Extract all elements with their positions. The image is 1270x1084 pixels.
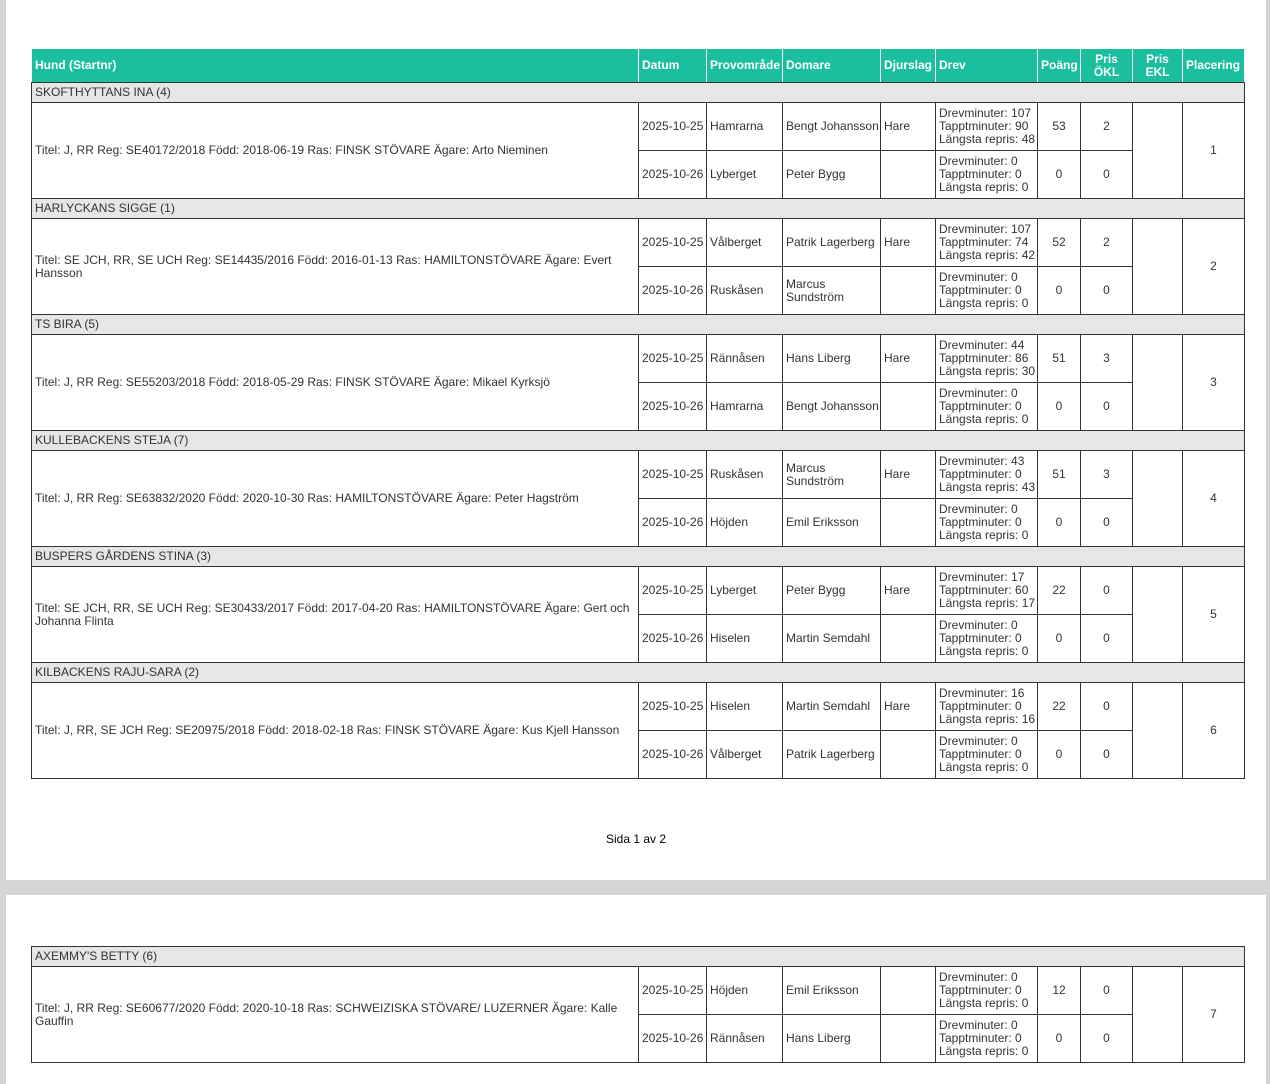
dog-pris-ekl (1133, 451, 1183, 547)
test-drev (936, 335, 1038, 383)
test-area: Höjden (707, 499, 783, 547)
test-animal (881, 731, 936, 779)
test-pris-okl: 0 (1081, 567, 1133, 615)
langsta-repris-value: 48 (1021, 132, 1036, 146)
test-points: 22 (1038, 683, 1081, 731)
results-table-continued (31, 946, 1245, 1063)
dog-group-row (32, 83, 1245, 103)
tapptminuter-label: Tapptminuter: (939, 583, 1016, 597)
test-judge: Peter Bygg (783, 567, 881, 615)
test-area: Ruskåsen (707, 267, 783, 315)
test-animal (881, 151, 936, 199)
drevminuter-value: 107 (1011, 106, 1032, 120)
test-drev (936, 267, 1038, 315)
langsta-repris-line (939, 297, 1034, 310)
test-date: 2025-10-26 (639, 615, 707, 663)
tapptminuter-value: 0 (1015, 283, 1022, 297)
test-pris-okl: 0 (1081, 1015, 1133, 1063)
test-date: 2025-10-26 (639, 731, 707, 779)
test-points: 53 (1038, 103, 1081, 151)
tapptminuter-label: Tapptminuter: (939, 399, 1016, 413)
tapptminuter-value: 0 (1015, 983, 1022, 997)
test-date: 2025-10-26 (639, 499, 707, 547)
dog-info: Titel: J, RR Reg: SE60677/2020 Född: 2020-10-18 Ras: SCHWEIZISKA STÖVARE/ LUZERNER Ägare: Kalle Gauffin (32, 967, 639, 1063)
tapptminuter-label: Tapptminuter: (939, 983, 1016, 997)
test-row (32, 683, 1245, 731)
langsta-repris-line (939, 645, 1034, 658)
dog-name: KULLEBACKENS STEJA (7) (32, 431, 1245, 451)
test-pris-okl: 2 (1081, 219, 1133, 267)
tapptminuter-value: 0 (1015, 699, 1022, 713)
langsta-repris-value: 0 (1021, 412, 1029, 426)
langsta-repris-line (939, 1045, 1034, 1058)
test-area: Vålberget (707, 731, 783, 779)
dog-name: HARLYCKANS SIGGE (1) (32, 199, 1245, 219)
tapptminuter-value: 86 (1015, 351, 1029, 365)
langsta-repris-label: Längsta repris: (939, 1044, 1022, 1058)
tapptminuter-label: Tapptminuter: (939, 515, 1016, 529)
test-judge: Hans Liberg (783, 1015, 881, 1063)
tapptminuter-label: Tapptminuter: (939, 351, 1016, 365)
dog-pris-ekl (1133, 335, 1183, 431)
dog-group-row (32, 547, 1245, 567)
dog-pris-ekl (1133, 103, 1183, 199)
report-page-2 (6, 895, 1266, 1084)
test-points: 0 (1038, 615, 1081, 663)
drevminuter-value: 16 (1011, 686, 1025, 700)
drevminuter-value: 43 (1011, 454, 1025, 468)
test-drev (936, 967, 1038, 1015)
test-judge: Hans Liberg (783, 335, 881, 383)
test-drev (936, 567, 1038, 615)
dog-placering: 6 (1183, 683, 1245, 779)
test-row (32, 103, 1245, 151)
test-date: 2025-10-25 (639, 103, 707, 151)
langsta-repris-label: Längsta repris: (939, 596, 1022, 610)
tapptminuter-value: 60 (1015, 583, 1029, 597)
test-points: 0 (1038, 151, 1081, 199)
test-judge: Bengt Johansson (783, 383, 881, 431)
tapptminuter-label: Tapptminuter: (939, 119, 1016, 133)
test-judge: Emil Eriksson (783, 499, 881, 547)
test-drev (936, 151, 1038, 199)
dog-name: TS BIRA (5) (32, 315, 1245, 335)
dog-name: BUSPERS GÅRDENS STINA (3) (32, 547, 1245, 567)
test-pris-okl: 0 (1081, 383, 1133, 431)
langsta-repris-line (939, 761, 1034, 774)
drevminuter-label: Drevminuter: (939, 386, 1012, 400)
drevminuter-label: Drevminuter: (939, 1018, 1012, 1032)
test-pris-okl: 2 (1081, 103, 1133, 151)
col-hund: Hund (Startnr) (32, 49, 639, 83)
test-date: 2025-10-26 (639, 1015, 707, 1063)
test-date: 2025-10-25 (639, 451, 707, 499)
test-points: 12 (1038, 967, 1081, 1015)
test-animal (881, 499, 936, 547)
dog-info: Titel: J, RR Reg: SE63832/2020 Född: 2020-10-30 Ras: HAMILTONSTÖVARE Ägare: Peter Hagström (32, 451, 639, 547)
test-animal (881, 383, 936, 431)
langsta-repris-value: 0 (1021, 760, 1029, 774)
dog-pris-ekl (1133, 967, 1183, 1063)
test-area: Lyberget (707, 151, 783, 199)
tapptminuter-label: Tapptminuter: (939, 699, 1016, 713)
test-points: 0 (1038, 1015, 1081, 1063)
dog-info: Titel: J, RR Reg: SE55203/2018 Född: 2018-05-29 Ras: FINSK STÖVARE Ägare: Mikael Kyrksjö (32, 335, 639, 431)
test-judge: Patrik Lagerberg (783, 731, 881, 779)
tapptminuter-label: Tapptminuter: (939, 283, 1016, 297)
test-judge: Marcus Sundström (783, 451, 881, 499)
drevminuter-label: Drevminuter: (939, 222, 1012, 236)
tapptminuter-value: 0 (1015, 467, 1022, 481)
test-drev (936, 103, 1038, 151)
dog-group-row (32, 431, 1245, 451)
test-pris-okl: 0 (1081, 151, 1133, 199)
test-judge: Patrik Lagerberg (783, 219, 881, 267)
langsta-repris-label: Längsta repris: (939, 296, 1022, 310)
tapptminuter-value: 74 (1015, 235, 1029, 249)
langsta-repris-line (939, 133, 1034, 146)
test-animal: Hare (881, 567, 936, 615)
tapptminuter-value: 0 (1015, 631, 1022, 645)
drevminuter-label: Drevminuter: (939, 154, 1012, 168)
dog-info: Titel: SE JCH, RR, SE UCH Reg: SE30433/2017 Född: 2017-04-20 Ras: HAMILTONSTÖVARE Ägare: Gert och Johanna Flinta (32, 567, 639, 663)
test-drev (936, 451, 1038, 499)
test-area: Hamrarna (707, 383, 783, 431)
test-date: 2025-10-26 (639, 151, 707, 199)
dog-info: Titel: SE JCH, RR, SE UCH Reg: SE14435/2016 Född: 2016-01-13 Ras: HAMILTONSTÖVARE Ägare: Evert Hansson (32, 219, 639, 315)
dog-info: Titel: J, RR Reg: SE40172/2018 Född: 2018-06-19 Ras: FINSK STÖVARE Ägare: Arto Nieminen (32, 103, 639, 199)
dog-group-row (32, 947, 1245, 967)
test-pris-okl: 3 (1081, 451, 1133, 499)
test-drev (936, 383, 1038, 431)
results-table (31, 49, 1245, 779)
langsta-repris-line (939, 365, 1034, 378)
langsta-repris-label: Längsta repris: (939, 480, 1022, 494)
test-drev (936, 731, 1038, 779)
test-points: 0 (1038, 383, 1081, 431)
test-area: Hiselen (707, 615, 783, 663)
tapptminuter-value: 0 (1015, 747, 1022, 761)
test-row (32, 219, 1245, 267)
drevminuter-value: 0 (1011, 970, 1018, 984)
dog-placering: 4 (1183, 451, 1245, 547)
tapptminuter-label: Tapptminuter: (939, 1031, 1016, 1045)
dog-pris-ekl (1133, 219, 1183, 315)
langsta-repris-line (939, 529, 1034, 542)
langsta-repris-line (939, 997, 1034, 1010)
test-row (32, 451, 1245, 499)
dog-group-row (32, 663, 1245, 683)
col-drev: Drev (936, 49, 1038, 83)
test-area: Vålberget (707, 219, 783, 267)
dog-pris-ekl (1133, 683, 1183, 779)
langsta-repris-label: Längsta repris: (939, 712, 1022, 726)
drevminuter-label: Drevminuter: (939, 618, 1012, 632)
tapptminuter-value: 0 (1015, 167, 1022, 181)
tapptminuter-value: 0 (1015, 515, 1022, 529)
test-row (32, 335, 1245, 383)
dog-placering: 1 (1183, 103, 1245, 199)
test-judge: Emil Eriksson (783, 967, 881, 1015)
langsta-repris-line (939, 597, 1034, 610)
drevminuter-label: Drevminuter: (939, 570, 1012, 584)
test-judge: Marcus Sundström (783, 267, 881, 315)
tapptminuter-value: 0 (1015, 1031, 1022, 1045)
test-date: 2025-10-26 (639, 267, 707, 315)
langsta-repris-value: 16 (1021, 712, 1036, 726)
dog-group-row (32, 199, 1245, 219)
test-date: 2025-10-25 (639, 567, 707, 615)
drevminuter-label: Drevminuter: (939, 106, 1012, 120)
drevminuter-value: 0 (1011, 1018, 1018, 1032)
test-area: Lyberget (707, 567, 783, 615)
langsta-repris-value: 0 (1021, 996, 1029, 1010)
test-judge: Martin Semdahl (783, 615, 881, 663)
test-points: 22 (1038, 567, 1081, 615)
col-domare: Domare (783, 49, 881, 83)
langsta-repris-line (939, 481, 1034, 494)
test-animal (881, 967, 936, 1015)
langsta-repris-value: 30 (1021, 364, 1036, 378)
test-pris-okl: 3 (1081, 335, 1133, 383)
test-date: 2025-10-25 (639, 219, 707, 267)
test-date: 2025-10-25 (639, 967, 707, 1015)
drevminuter-label: Drevminuter: (939, 338, 1012, 352)
langsta-repris-value: 43 (1021, 480, 1036, 494)
test-pris-okl: 0 (1081, 683, 1133, 731)
test-animal (881, 615, 936, 663)
test-animal (881, 1015, 936, 1063)
dog-pris-ekl (1133, 567, 1183, 663)
tapptminuter-label: Tapptminuter: (939, 747, 1016, 761)
test-pris-okl: 0 (1081, 731, 1133, 779)
test-date: 2025-10-25 (639, 335, 707, 383)
drevminuter-label: Drevminuter: (939, 734, 1012, 748)
langsta-repris-line (939, 413, 1034, 426)
langsta-repris-label: Längsta repris: (939, 132, 1022, 146)
test-points: 0 (1038, 731, 1081, 779)
langsta-repris-label: Längsta repris: (939, 644, 1022, 658)
col-pris-okl: Pris ÖKL (1081, 49, 1133, 83)
test-drev (936, 499, 1038, 547)
test-area: Hamrarna (707, 103, 783, 151)
test-judge: Peter Bygg (783, 151, 881, 199)
test-points: 52 (1038, 219, 1081, 267)
test-animal: Hare (881, 451, 936, 499)
drevminuter-value: 17 (1011, 570, 1025, 584)
test-points: 51 (1038, 451, 1081, 499)
col-poang: Poäng (1038, 49, 1081, 83)
langsta-repris-value: 0 (1021, 1044, 1029, 1058)
dog-placering: 2 (1183, 219, 1245, 315)
test-animal: Hare (881, 335, 936, 383)
langsta-repris-value: 0 (1021, 528, 1029, 542)
test-points: 0 (1038, 267, 1081, 315)
test-area: Rännåsen (707, 1015, 783, 1063)
drevminuter-value: 44 (1011, 338, 1025, 352)
langsta-repris-label: Längsta repris: (939, 996, 1022, 1010)
drevminuter-label: Drevminuter: (939, 502, 1012, 516)
drevminuter-value: 0 (1011, 734, 1018, 748)
langsta-repris-label: Längsta repris: (939, 364, 1022, 378)
langsta-repris-label: Längsta repris: (939, 412, 1022, 426)
tapptminuter-label: Tapptminuter: (939, 167, 1016, 181)
col-datum: Datum (639, 49, 707, 83)
test-area: Ruskåsen (707, 451, 783, 499)
test-animal: Hare (881, 683, 936, 731)
test-points: 0 (1038, 499, 1081, 547)
col-provomrade: Provområde (707, 49, 783, 83)
drevminuter-label: Drevminuter: (939, 686, 1012, 700)
test-judge: Martin Semdahl (783, 683, 881, 731)
dog-name: KILBACKENS RAJU-SARA (2) (32, 663, 1245, 683)
test-pris-okl: 0 (1081, 267, 1133, 315)
tapptminuter-label: Tapptminuter: (939, 467, 1016, 481)
langsta-repris-label: Längsta repris: (939, 528, 1022, 542)
test-row (32, 967, 1245, 1015)
langsta-repris-value: 0 (1021, 180, 1029, 194)
langsta-repris-line (939, 249, 1034, 262)
tapptminuter-value: 0 (1015, 399, 1022, 413)
test-drev (936, 219, 1038, 267)
dog-group-row (32, 315, 1245, 335)
langsta-repris-value: 42 (1021, 248, 1036, 262)
col-placering: Placering (1183, 49, 1245, 83)
test-area: Rännåsen (707, 335, 783, 383)
langsta-repris-label: Längsta repris: (939, 180, 1022, 194)
drevminuter-label: Drevminuter: (939, 270, 1012, 284)
test-area: Hiselen (707, 683, 783, 731)
test-date: 2025-10-25 (639, 683, 707, 731)
table-header-row (32, 49, 1245, 83)
test-judge: Bengt Johansson (783, 103, 881, 151)
langsta-repris-label: Längsta repris: (939, 248, 1022, 262)
langsta-repris-value: 0 (1021, 296, 1029, 310)
dog-placering: 5 (1183, 567, 1245, 663)
test-row (32, 567, 1245, 615)
test-animal: Hare (881, 219, 936, 267)
dog-placering: 7 (1183, 967, 1245, 1063)
test-animal (881, 267, 936, 315)
test-pris-okl: 0 (1081, 615, 1133, 663)
test-drev (936, 615, 1038, 663)
langsta-repris-line (939, 181, 1034, 194)
langsta-repris-value: 0 (1021, 644, 1029, 658)
report-page-1 (6, 0, 1266, 880)
col-pris-ekl: Pris EKL (1133, 49, 1183, 83)
langsta-repris-value: 17 (1021, 596, 1036, 610)
dog-name: SKOFTHYTTANS INA (4) (32, 83, 1245, 103)
dog-info: Titel: J, RR, SE JCH Reg: SE20975/2018 Född: 2018-02-18 Ras: FINSK STÖVARE Ägare: Kus Kjell Hansson (32, 683, 639, 779)
test-animal: Hare (881, 103, 936, 151)
drevminuter-value: 0 (1011, 618, 1018, 632)
test-date: 2025-10-26 (639, 383, 707, 431)
test-drev (936, 683, 1038, 731)
drevminuter-value: 0 (1011, 386, 1018, 400)
drevminuter-value: 0 (1011, 270, 1018, 284)
langsta-repris-label: Längsta repris: (939, 760, 1022, 774)
drevminuter-value: 107 (1011, 222, 1032, 236)
test-points: 51 (1038, 335, 1081, 383)
drevminuter-value: 0 (1011, 502, 1018, 516)
drevminuter-label: Drevminuter: (939, 970, 1012, 984)
dog-name: AXEMMY'S BETTY (6) (32, 947, 1245, 967)
tapptminuter-value: 90 (1015, 119, 1029, 133)
test-drev (936, 1015, 1038, 1063)
col-djurslag: Djurslag (881, 49, 936, 83)
dog-placering: 3 (1183, 335, 1245, 431)
test-pris-okl: 0 (1081, 967, 1133, 1015)
drevminuter-value: 0 (1011, 154, 1018, 168)
test-pris-okl: 0 (1081, 499, 1133, 547)
tapptminuter-label: Tapptminuter: (939, 631, 1016, 645)
drevminuter-label: Drevminuter: (939, 454, 1012, 468)
tapptminuter-label: Tapptminuter: (939, 235, 1016, 249)
langsta-repris-line (939, 713, 1034, 726)
page-footer: Sida 1 av 2 (605, 832, 667, 846)
test-area: Höjden (707, 967, 783, 1015)
